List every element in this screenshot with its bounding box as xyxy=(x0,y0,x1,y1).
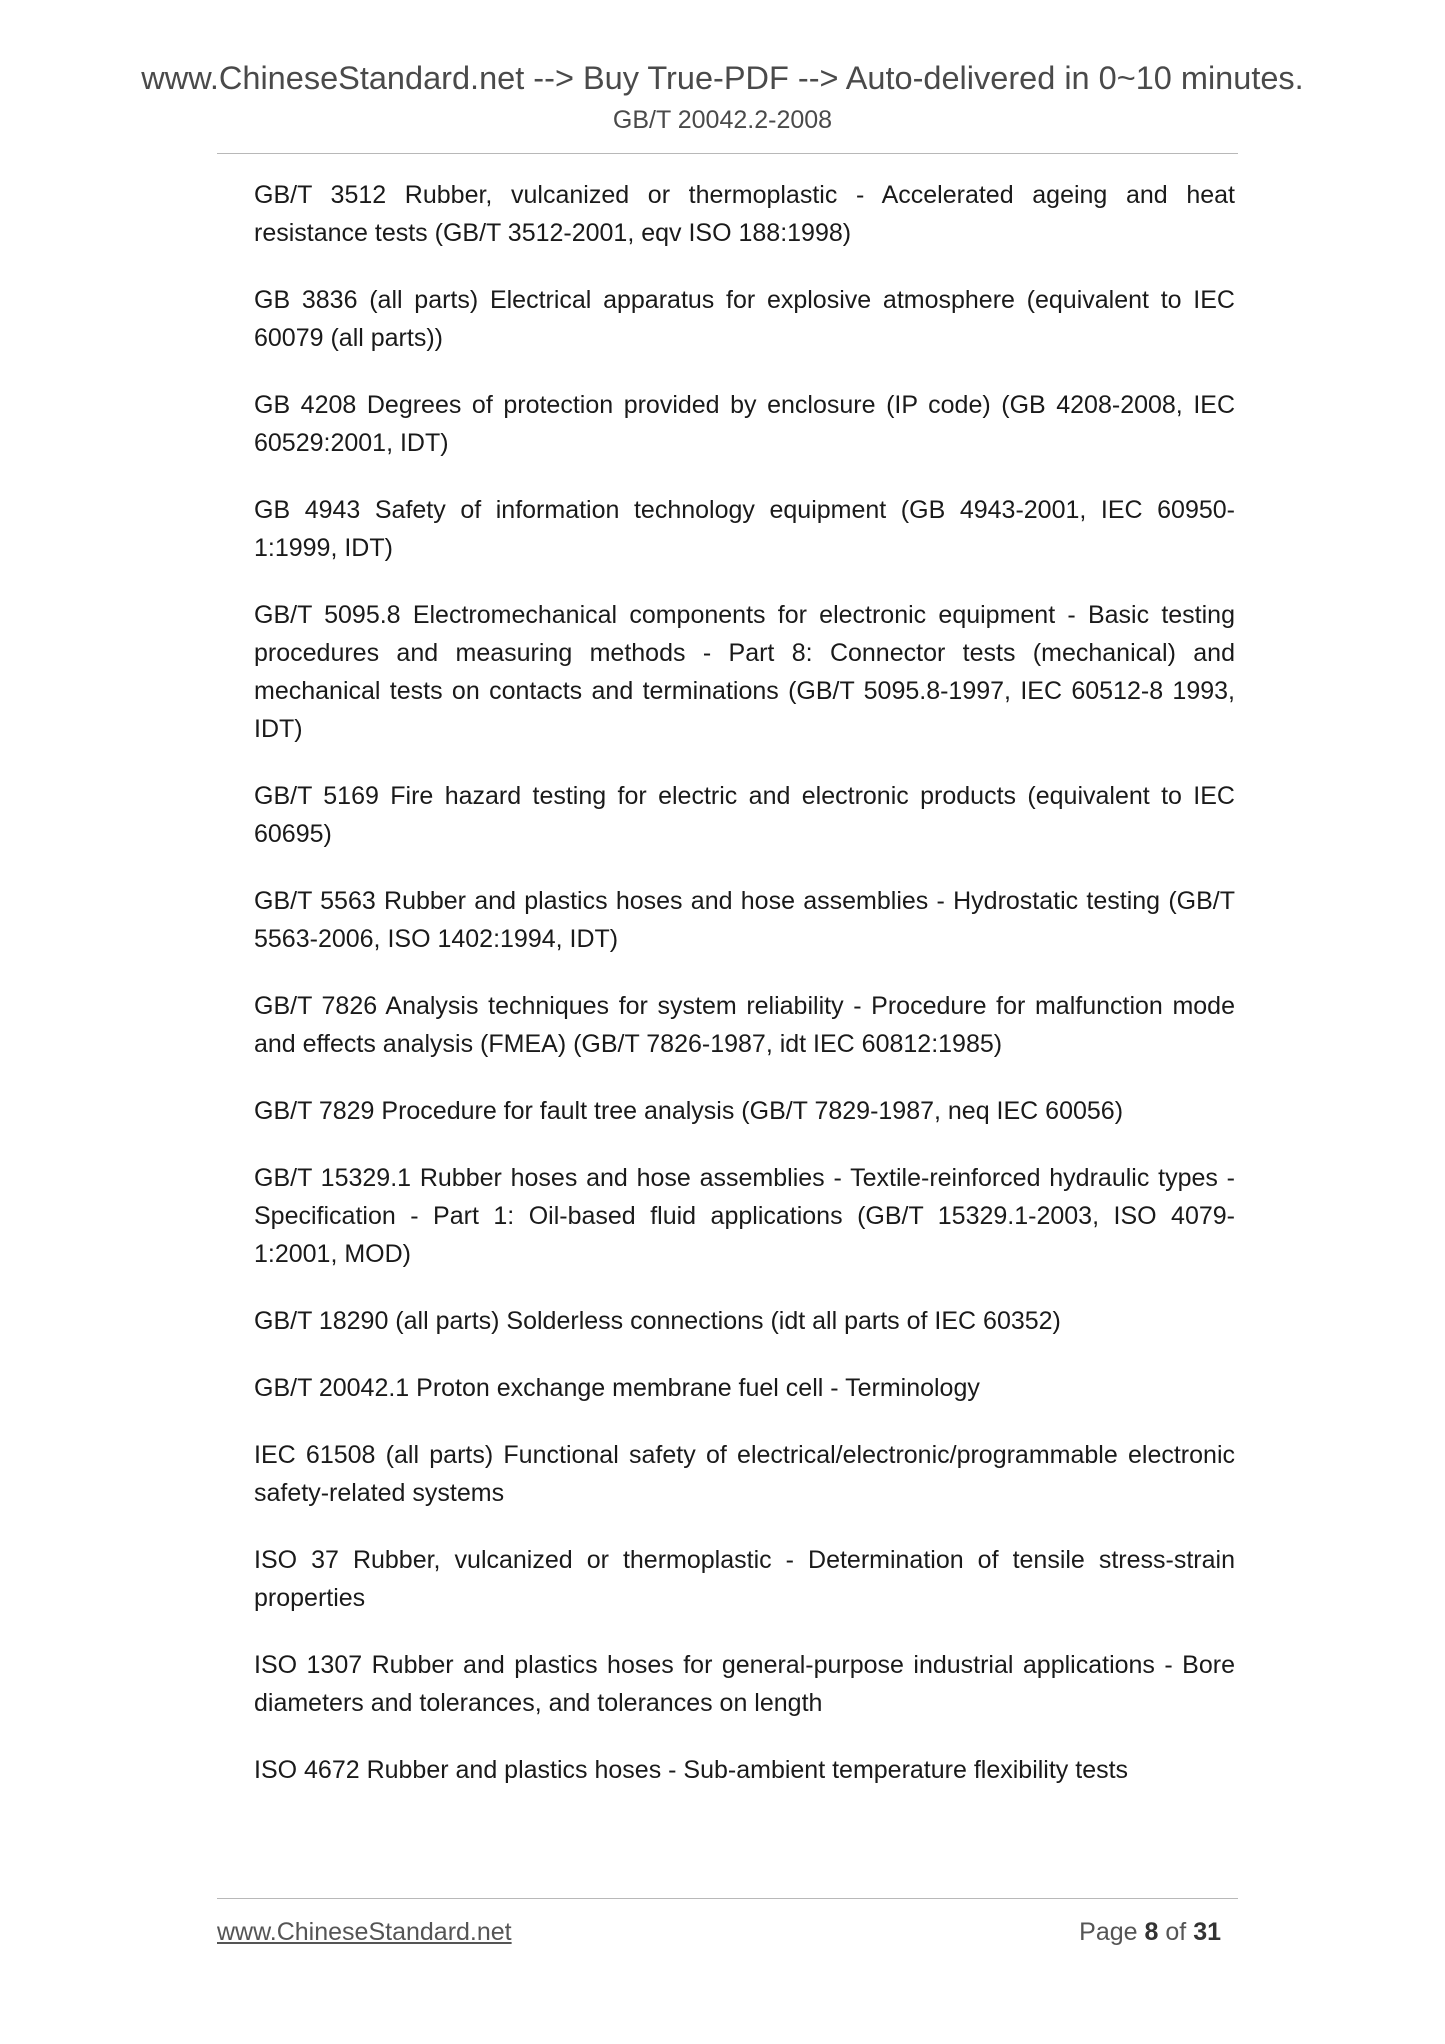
reference-item: GB/T 5169 Fire hazard testing for electric and electronic products (equivalent to IEC 60695) xyxy=(254,782,1235,848)
reference-item: GB/T 5095.8 Electromechanical components for electronic equipment - Basic testing procedures and measuring methods - Part 8: Connector tests (mechanical) and mechanical tests on contacts and terminations (GB/T 5095.8-1997, IEC 60512-8 1993, IDT) xyxy=(254,601,1235,743)
reference-item: ISO 1307 Rubber and plastics hoses for general-purpose industrial applications - Bore diameters and tolerances, and tolerances on length xyxy=(254,1651,1235,1717)
header-banner: www.ChineseStandard.net --> Buy True-PDF --> Auto-delivered in 0~10 minutes. xyxy=(141,60,1304,96)
reference-item: ISO 4672 Rubber and plastics hoses - Sub-ambient temperature flexibility tests xyxy=(254,1756,1129,1784)
footer-site-link[interactable]: www.ChineseStandard.net xyxy=(217,1918,512,1946)
reference-item: IEC 61508 (all parts) Functional safety of electrical/electronic/programmable electronic safety-related systems xyxy=(254,1441,1235,1507)
page-of-label: of xyxy=(1165,1918,1187,1946)
page-label: Page xyxy=(1079,1918,1138,1946)
page-counter xyxy=(1079,1916,1221,1948)
reference-item: GB/T 20042.1 Proton exchange membrane fuel cell - Terminology xyxy=(254,1374,980,1402)
reference-item: GB/T 18290 (all parts) Solderless connections (idt all parts of IEC 60352) xyxy=(254,1307,1061,1335)
reference-item: GB/T 7829 Procedure for fault tree analysis (GB/T 7829-1987, neq IEC 60056) xyxy=(254,1097,1124,1125)
reference-item: GB 3836 (all parts) Electrical apparatus for explosive atmosphere (equivalent to IEC 60079 (all parts)) xyxy=(254,286,1235,352)
reference-item: GB 4208 Degrees of protection provided by enclosure (IP code) (GB 4208-2008, IEC 60529:2001, IDT) xyxy=(254,391,1235,457)
reference-item: GB/T 7826 Analysis techniques for system reliability - Procedure for malfunction mode and effects analysis (FMEA) (GB/T 7826-1987, idt IEC 60812:1985) xyxy=(254,992,1235,1058)
normative-references-list xyxy=(254,176,1235,1818)
footer-divider xyxy=(217,1898,1238,1899)
page-total: 31 xyxy=(1193,1918,1221,1946)
reference-item: GB/T 15329.1 Rubber hoses and hose assemblies - Textile-reinforced hydraulic types - Specification - Part 1: Oil-based fluid applications (GB/T 15329.1-2003, ISO 4079-1:2001, MOD) xyxy=(254,1164,1235,1268)
page-current: 8 xyxy=(1144,1918,1159,1946)
standard-number: GB/T 20042.2-2008 xyxy=(612,106,833,134)
reference-item: ISO 37 Rubber, vulcanized or thermoplastic - Determination of tensile stress-strain properties xyxy=(254,1546,1235,1612)
header-divider xyxy=(217,153,1238,154)
reference-item: GB 4943 Safety of information technology equipment (GB 4943-2001, IEC 60950-1:1999, IDT) xyxy=(254,496,1235,562)
reference-item: GB/T 3512 Rubber, vulcanized or thermoplastic - Accelerated ageing and heat resistance tests (GB/T 3512-2001, eqv ISO 188:1998) xyxy=(254,181,1235,247)
reference-item: GB/T 5563 Rubber and plastics hoses and hose assemblies - Hydrostatic testing (GB/T 5563-2006, ISO 1402:1994, IDT) xyxy=(254,887,1235,953)
